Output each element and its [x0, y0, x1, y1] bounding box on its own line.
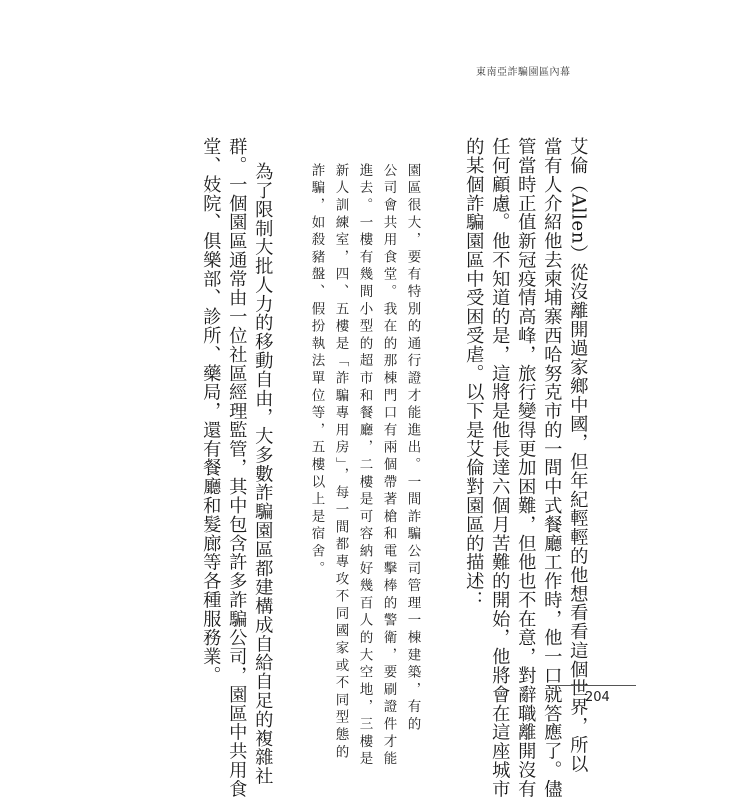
body-column-7: 群。一個園區通常由一位社區經理監管，其中包含許多詐騙公司，園區中共用食 [226, 137, 248, 798]
body-column-4: 任何顧慮。他不知道的是，這將是他長達六個月苦難的開始，他將會在這座城市 [489, 137, 511, 798]
quote-column-1: 園區很大，要有特別的通行證才能進出。一間詐騙公司管理一棟建築，有的 [404, 163, 421, 734]
body-column-5: 的某個詐騙園區中受困受虐。以下是艾倫對園區的描述： [463, 137, 485, 610]
quote-column-4: 新人訓練室，四、五樓是「詐騙專用房」，每一間都專攻不同國家或不同型態的 [332, 163, 349, 762]
body-column-3: 管當時正值新冠疫情高峰，旅行變得更加困難，但他也不在意，對辭職離開沒有 [515, 137, 537, 798]
body-column-8: 堂、妓院、俱樂部、診所、藥局，還有餐廳和髮廊等各種服務業。 [200, 137, 222, 685]
footer-rule [546, 685, 636, 686]
page-number: 204 [585, 690, 610, 705]
quote-column-3: 進去。一樓有幾間小型的超市和餐廳，二樓是可容納好幾百人的大空地，三樓是 [356, 163, 373, 769]
body-column-1: 艾倫（Allen）從沒離開過家鄉中國，但年紀輕輕的他想看看這個世界，所以 [567, 137, 589, 774]
body-column-2: 當有人介紹他去柬埔寨西哈努克市的一間中式餐廳工作時，他一口就答應了。儘 [541, 137, 563, 798]
quote-column-2: 公司會共用食堂。我在的那棟門口有兩個帶著槍和電擊棒的警衛，要刷證件才能 [380, 163, 397, 769]
quote-column-5: 詐騙，如殺豬盤、假扮執法單位等，五樓以上是宿舍。 [308, 163, 325, 579]
running-header: 東南亞詐騙園區內幕 [476, 67, 571, 78]
body-column-6: 為了限制大批人力的移動自由，大多數詐騙園區都建構成自給自足的複雜社 [252, 162, 274, 786]
